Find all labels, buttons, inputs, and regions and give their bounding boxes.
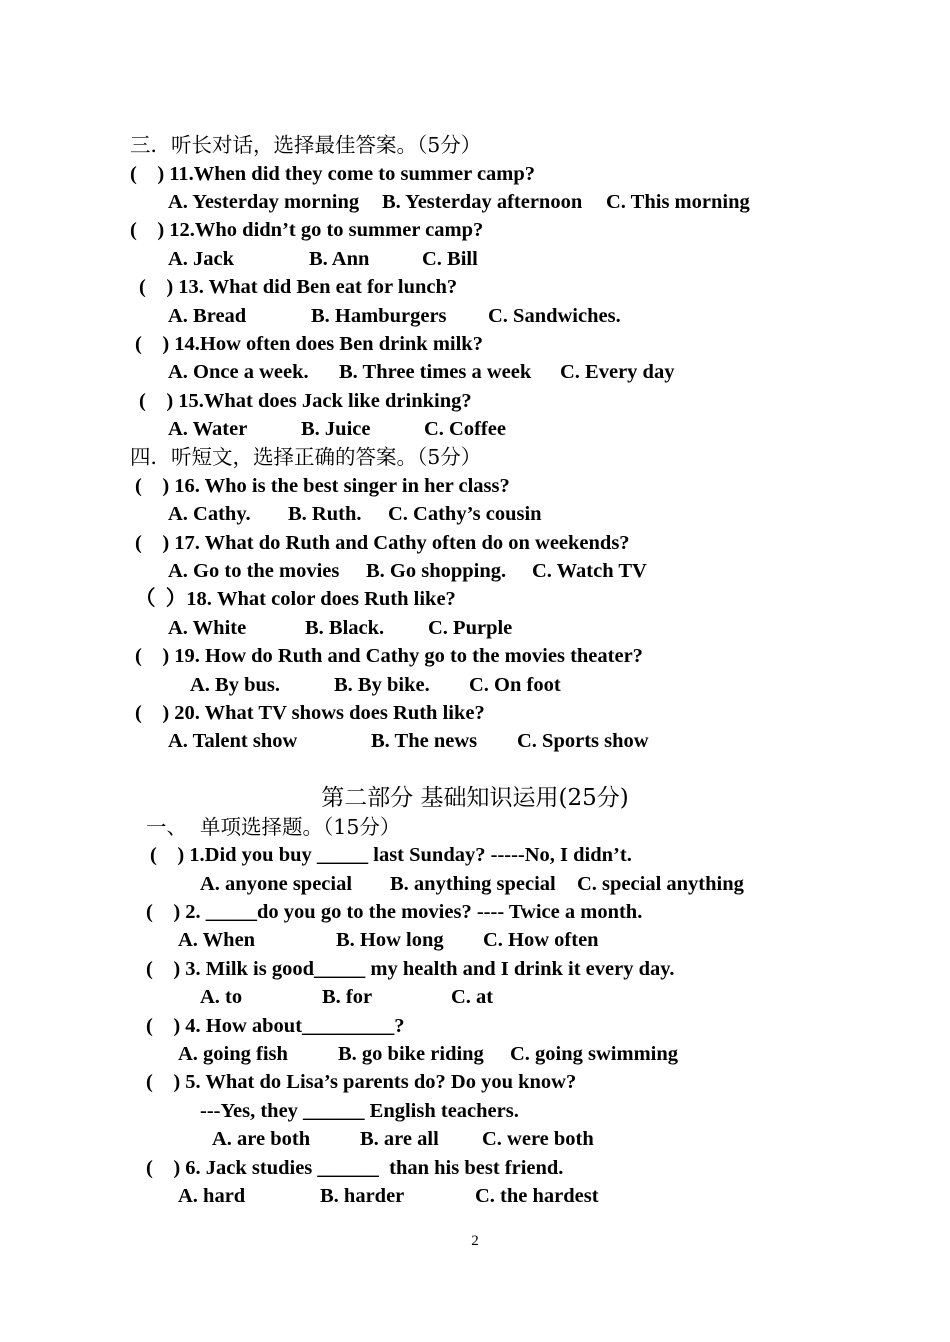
option-b: B. Ruth. bbox=[288, 503, 362, 525]
option-b: B. for bbox=[322, 986, 373, 1008]
option-c: C. special anything bbox=[577, 873, 744, 895]
option-c: C. Bill bbox=[422, 248, 478, 270]
option-a: A. going fish bbox=[178, 1043, 288, 1065]
mc-3-options bbox=[0, 983, 950, 1011]
option-c: C. Sports show bbox=[517, 730, 649, 752]
option-b: B. anything special bbox=[390, 873, 556, 895]
mc-6-stem: ( ) 6. Jack studies ______ than his best friend. bbox=[146, 1157, 564, 1179]
option-a: A. are both bbox=[212, 1128, 311, 1150]
option-a: A. Once a week. bbox=[168, 361, 309, 383]
option-b: B. are all bbox=[360, 1128, 439, 1150]
question-18-stem: （ ）18. What color does Ruth like? bbox=[135, 588, 456, 610]
option-a: A. By bus. bbox=[190, 674, 281, 696]
question-13-stem: ( ) 13. What did Ben eat for lunch? bbox=[139, 276, 458, 298]
option-b: B. Three times a week bbox=[339, 361, 532, 383]
option-b: B. The news bbox=[371, 730, 478, 752]
question-18-options bbox=[0, 614, 950, 642]
option-c: C. Purple bbox=[428, 617, 513, 639]
option-c: C. On foot bbox=[469, 674, 561, 696]
question-13-options bbox=[0, 302, 950, 330]
option-c: C. Sandwiches. bbox=[488, 305, 621, 327]
question-15-options bbox=[0, 415, 950, 443]
part-2-title: 第二部分 基础知识运用(25分) bbox=[321, 785, 629, 811]
mc-6-options bbox=[0, 1182, 950, 1210]
option-a: A. Talent show bbox=[168, 730, 298, 752]
option-c: C. Every day bbox=[560, 361, 675, 383]
question-17-stem: ( ) 17. What do Ruth and Cathy often do on weekends? bbox=[135, 532, 630, 554]
question-12-options bbox=[0, 245, 950, 273]
option-a: A. White bbox=[168, 617, 247, 639]
section-4-heading: 四．听短文，选择正确的答案。（5分） bbox=[130, 445, 482, 469]
question-20-options bbox=[0, 727, 950, 755]
option-b: B. harder bbox=[320, 1185, 405, 1207]
mc-4-stem: ( ) 4. How about_________? bbox=[146, 1015, 405, 1037]
option-a: A. to bbox=[200, 986, 243, 1008]
question-17-options bbox=[0, 557, 950, 585]
option-c: C. How often bbox=[483, 929, 599, 951]
option-b: B. Yesterday afternoon bbox=[382, 191, 583, 213]
option-b: B. Juice bbox=[301, 418, 371, 440]
option-a: A. Go to the movies bbox=[168, 560, 340, 582]
option-c: C. going swimming bbox=[510, 1043, 679, 1065]
mc-2-stem: ( ) 2. _____do you go to the movies? ---- Twice a month. bbox=[146, 901, 643, 923]
option-a: A. Yesterday morning bbox=[168, 191, 360, 213]
mc-4-options bbox=[0, 1040, 950, 1068]
option-c: C. Cathy’s cousin bbox=[388, 503, 542, 525]
part-2-section-1-heading: 一、 单项选择题。（15分） bbox=[146, 815, 401, 839]
mc-1-options bbox=[0, 870, 950, 898]
mc-5-options bbox=[0, 1125, 950, 1153]
option-b: B. Black. bbox=[305, 617, 385, 639]
question-20-stem: ( ) 20. What TV shows does Ruth like? bbox=[135, 702, 485, 724]
option-a: A. When bbox=[178, 929, 256, 951]
option-a: A. Bread bbox=[168, 305, 247, 327]
question-19-options bbox=[0, 671, 950, 699]
option-a: A. anyone special bbox=[200, 873, 353, 895]
question-14-options bbox=[0, 358, 950, 386]
question-11-stem: ( ) 11.When did they come to summer camp? bbox=[130, 163, 536, 185]
option-a: A. hard bbox=[178, 1185, 246, 1207]
section-3-heading: 三．听长对话，选择最佳答案。（5分） bbox=[130, 133, 482, 157]
page-number: 2 bbox=[471, 1233, 479, 1249]
mc-5-stem: ( ) 5. What do Lisa’s parents do? Do you know? bbox=[146, 1071, 577, 1093]
option-b: B. Go shopping. bbox=[366, 560, 507, 582]
question-14-stem: ( ) 14.How often does Ben drink milk? bbox=[135, 333, 483, 355]
option-a: A. Cathy. bbox=[168, 503, 251, 525]
option-b: B. Ann bbox=[309, 248, 370, 270]
mc-5-reply: ---Yes, they ______ English teachers. bbox=[200, 1100, 519, 1122]
option-a: A. Water bbox=[168, 418, 248, 440]
option-c: C. at bbox=[451, 986, 494, 1008]
option-c: C. the hardest bbox=[475, 1185, 599, 1207]
mc-1-stem: ( ) 1.Did you buy _____ last Sunday? -----No, I didn’t. bbox=[150, 844, 632, 866]
question-12-stem: ( ) 12.Who didn’t go to summer camp? bbox=[130, 219, 484, 241]
option-a: A. Jack bbox=[168, 248, 235, 270]
option-b: B. go bike riding bbox=[338, 1043, 484, 1065]
question-19-stem: ( ) 19. How do Ruth and Cathy go to the movies theater? bbox=[135, 645, 643, 667]
question-16-stem: ( ) 16. Who is the best singer in her class? bbox=[135, 475, 510, 497]
option-c: C. were both bbox=[482, 1128, 594, 1150]
option-b: B. By bike. bbox=[334, 674, 430, 696]
question-15-stem: ( ) 15.What does Jack like drinking? bbox=[139, 390, 472, 412]
question-16-options bbox=[0, 500, 950, 528]
question-11-options bbox=[0, 188, 950, 216]
mc-3-stem: ( ) 3. Milk is good_____ my health and I drink it every day. bbox=[146, 958, 675, 980]
option-c: C. Coffee bbox=[424, 418, 506, 440]
option-c: C. This morning bbox=[606, 191, 750, 213]
option-b: B. Hamburgers bbox=[311, 305, 447, 327]
option-b: B. How long bbox=[336, 929, 444, 951]
option-c: C. Watch TV bbox=[532, 560, 647, 582]
mc-2-options bbox=[0, 926, 950, 954]
